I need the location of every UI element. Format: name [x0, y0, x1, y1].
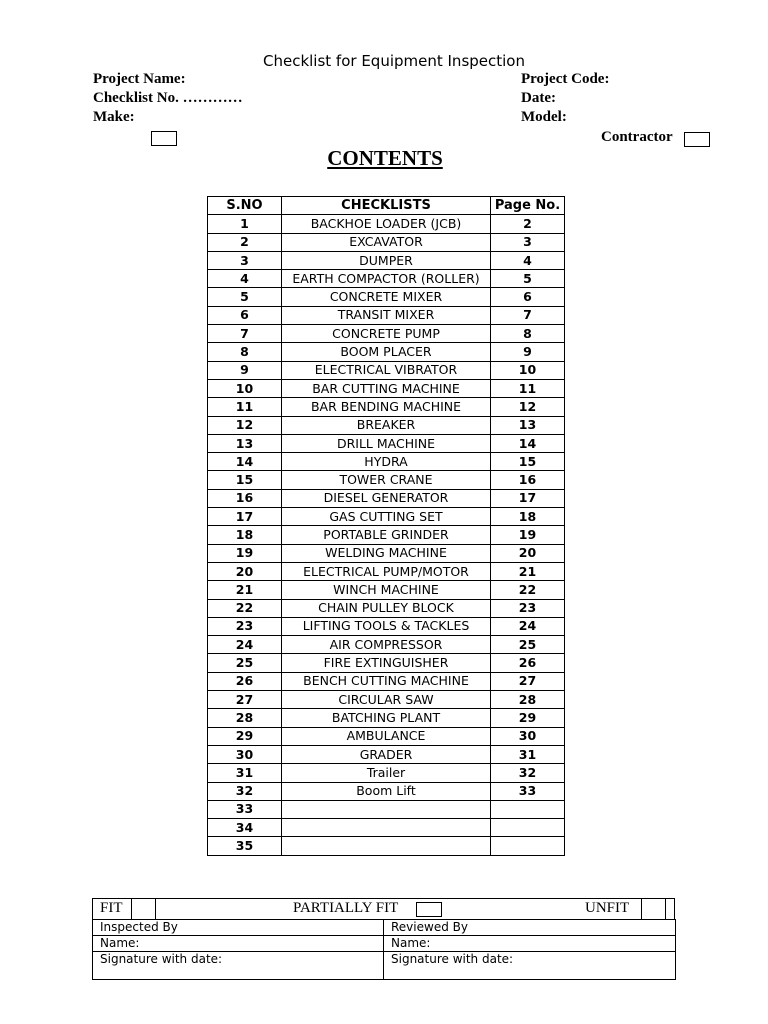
- row-sno: 11: [208, 398, 282, 416]
- row-page-no: 23: [491, 599, 565, 617]
- row-sno: 28: [208, 709, 282, 727]
- row-checklist-name: AIR COMPRESSOR: [282, 636, 491, 654]
- row-checklist-name: EARTH COMPACTOR (ROLLER): [282, 270, 491, 288]
- signoff-table: [92, 919, 676, 980]
- row-page-no: [491, 800, 565, 818]
- row-sno: 18: [208, 526, 282, 544]
- page-title: Checklist for Equipment Inspection: [262, 52, 525, 70]
- row-checklist-name: CONCRETE PUMP: [282, 325, 491, 343]
- reviewer-name-field[interactable]: Name:: [384, 936, 676, 952]
- row-page-no: 15: [491, 453, 565, 471]
- fit-status-row: [92, 898, 675, 920]
- row-sno: 17: [208, 508, 282, 526]
- table-row: [208, 800, 565, 818]
- row-checklist-name: BOOM PLACER: [282, 343, 491, 361]
- contractor-label: Contractor: [601, 129, 673, 145]
- table-row: [208, 617, 565, 635]
- row-checklist-name: [282, 837, 491, 855]
- row-page-no: 30: [491, 727, 565, 745]
- row-sno: 14: [208, 453, 282, 471]
- row-checklist-name: TOWER CRANE: [282, 471, 491, 489]
- row-checklist-name: WELDING MACHINE: [282, 544, 491, 562]
- reviewer-signature-field[interactable]: Signature with date:: [384, 952, 676, 980]
- table-row: [208, 654, 565, 672]
- row-checklist-name: FIRE EXTINGUISHER: [282, 654, 491, 672]
- model-label: Model:: [521, 109, 567, 125]
- table-row: [208, 325, 565, 343]
- unfit-label: UNFIT: [585, 900, 630, 916]
- row-page-no: 7: [491, 306, 565, 324]
- row-checklist-name: DRILL MACHINE: [282, 434, 491, 452]
- row-checklist-name: ELECTRICAL PUMP/MOTOR: [282, 562, 491, 580]
- table-row: [208, 672, 565, 690]
- table-row: [208, 636, 565, 654]
- row-page-no: 17: [491, 489, 565, 507]
- row-sno: 25: [208, 654, 282, 672]
- row-sno: 15: [208, 471, 282, 489]
- table-row: [208, 270, 565, 288]
- inspected-by-label: Inspected By: [93, 920, 384, 936]
- row-page-no: 16: [491, 471, 565, 489]
- table-row: [208, 215, 565, 233]
- table-row: [208, 379, 565, 397]
- row-page-no: 8: [491, 325, 565, 343]
- row-page-no: 14: [491, 434, 565, 452]
- contents-heading: CONTENTS: [327, 146, 443, 170]
- date-label: Date:: [521, 90, 556, 106]
- row-checklist-name: Boom Lift: [282, 782, 491, 800]
- row-sno: 12: [208, 416, 282, 434]
- row-checklist-name: AMBULANCE: [282, 727, 491, 745]
- row-page-no: 9: [491, 343, 565, 361]
- row-page-no: 11: [491, 379, 565, 397]
- row-checklist-name: [282, 819, 491, 837]
- row-page-no: 21: [491, 562, 565, 580]
- table-row: [208, 471, 565, 489]
- row-checklist-name: WINCH MACHINE: [282, 581, 491, 599]
- row-sno: 13: [208, 434, 282, 452]
- row-checklist-name: BAR BENDING MACHINE: [282, 398, 491, 416]
- row-sno: 29: [208, 727, 282, 745]
- row-page-no: 18: [491, 508, 565, 526]
- row-page-no: 5: [491, 270, 565, 288]
- row-checklist-name: CONCRETE MIXER: [282, 288, 491, 306]
- row-page-no: 25: [491, 636, 565, 654]
- col-header-sno: S.NO: [208, 197, 282, 215]
- row-checklist-name: GAS CUTTING SET: [282, 508, 491, 526]
- table-row: [208, 434, 565, 452]
- row-sno: 6: [208, 306, 282, 324]
- table-row: [208, 745, 565, 763]
- row-checklist-name: DIESEL GENERATOR: [282, 489, 491, 507]
- row-sno: 30: [208, 745, 282, 763]
- table-row: [208, 453, 565, 471]
- project-code-label: Project Code:: [521, 71, 610, 87]
- row-checklist-name: DUMPER: [282, 251, 491, 269]
- table-row: [208, 764, 565, 782]
- row-sno: 4: [208, 270, 282, 288]
- row-checklist-name: BATCHING PLANT: [282, 709, 491, 727]
- row-sno: 10: [208, 379, 282, 397]
- row-page-no: 28: [491, 691, 565, 709]
- row-sno: 1: [208, 215, 282, 233]
- partially-fit-label: PARTIALLY FIT: [293, 900, 399, 916]
- row-sno: 3: [208, 251, 282, 269]
- row-page-no: 24: [491, 617, 565, 635]
- row-checklist-name: BAR CUTTING MACHINE: [282, 379, 491, 397]
- unfit-checkbox[interactable]: [641, 899, 665, 919]
- inspector-signature-field[interactable]: Signature with date:: [93, 952, 384, 980]
- table-row: [208, 343, 565, 361]
- table-row: [208, 526, 565, 544]
- row-sno: 16: [208, 489, 282, 507]
- row-page-no: 26: [491, 654, 565, 672]
- checklist-no-label: Checklist No. …………: [93, 90, 243, 106]
- contractor-checkbox[interactable]: [684, 132, 710, 147]
- row-checklist-name: [282, 800, 491, 818]
- table-row: [208, 837, 565, 855]
- row-checklist-name: BENCH CUTTING MACHINE: [282, 672, 491, 690]
- reviewed-by-label: Reviewed By: [384, 920, 676, 936]
- row-page-no: 13: [491, 416, 565, 434]
- row-checklist-name: Trailer: [282, 764, 491, 782]
- row-sno: 34: [208, 819, 282, 837]
- row-checklist-name: TRANSIT MIXER: [282, 306, 491, 324]
- table-row: [208, 251, 565, 269]
- table-header-row: [208, 197, 565, 215]
- row-sno: 8: [208, 343, 282, 361]
- row-checklist-name: PORTABLE GRINDER: [282, 526, 491, 544]
- row-sno: 7: [208, 325, 282, 343]
- fit-checkbox[interactable]: [131, 899, 155, 919]
- table-row: [208, 544, 565, 562]
- partially-fit-checkbox[interactable]: [416, 902, 442, 917]
- row-page-no: 2: [491, 215, 565, 233]
- contents-table: [207, 196, 565, 856]
- row-sno: 31: [208, 764, 282, 782]
- row-page-no: [491, 837, 565, 855]
- row-page-no: 31: [491, 745, 565, 763]
- table-row: [208, 233, 565, 251]
- row-sno: 21: [208, 581, 282, 599]
- table-row: [208, 782, 565, 800]
- table-row: [208, 819, 565, 837]
- row-sno: 35: [208, 837, 282, 855]
- fit-label: FIT: [100, 900, 123, 916]
- make-label: Make:: [93, 109, 135, 125]
- table-row: [208, 489, 565, 507]
- row-page-no: 10: [491, 361, 565, 379]
- table-row: [208, 562, 565, 580]
- row-page-no: 6: [491, 288, 565, 306]
- row-checklist-name: EXCAVATOR: [282, 233, 491, 251]
- row-sno: 2: [208, 233, 282, 251]
- row-page-no: 33: [491, 782, 565, 800]
- row-checklist-name: ELECTRICAL VIBRATOR: [282, 361, 491, 379]
- row-sno: 24: [208, 636, 282, 654]
- row-page-no: 32: [491, 764, 565, 782]
- table-row: [208, 416, 565, 434]
- table-row: [208, 581, 565, 599]
- row-sno: 23: [208, 617, 282, 635]
- row-page-no: 27: [491, 672, 565, 690]
- row-checklist-name: LIFTING TOOLS & TACKLES: [282, 617, 491, 635]
- table-row: [208, 398, 565, 416]
- table-row: [208, 727, 565, 745]
- row-page-no: 19: [491, 526, 565, 544]
- row-checklist-name: CIRCULAR SAW: [282, 691, 491, 709]
- table-row: [208, 599, 565, 617]
- table-row: [208, 288, 565, 306]
- make-checkbox[interactable]: [151, 131, 177, 146]
- row-page-no: 29: [491, 709, 565, 727]
- row-page-no: 4: [491, 251, 565, 269]
- row-checklist-name: BACKHOE LOADER (JCB): [282, 215, 491, 233]
- row-page-no: 12: [491, 398, 565, 416]
- col-header-checklists: CHECKLISTS: [282, 197, 491, 215]
- table-row: [208, 306, 565, 324]
- col-header-page: Page No.: [491, 197, 565, 215]
- inspector-name-field[interactable]: Name:: [93, 936, 384, 952]
- table-row: [208, 361, 565, 379]
- table-row: [208, 508, 565, 526]
- row-page-no: [491, 819, 565, 837]
- row-sno: 33: [208, 800, 282, 818]
- row-sno: 9: [208, 361, 282, 379]
- row-checklist-name: HYDRA: [282, 453, 491, 471]
- row-sno: 27: [208, 691, 282, 709]
- row-sno: 20: [208, 562, 282, 580]
- project-name-label: Project Name:: [93, 71, 186, 87]
- row-sno: 22: [208, 599, 282, 617]
- row-checklist-name: BREAKER: [282, 416, 491, 434]
- row-checklist-name: CHAIN PULLEY BLOCK: [282, 599, 491, 617]
- table-row: [208, 709, 565, 727]
- row-page-no: 22: [491, 581, 565, 599]
- row-sno: 19: [208, 544, 282, 562]
- row-page-no: 20: [491, 544, 565, 562]
- row-sno: 26: [208, 672, 282, 690]
- row-sno: 5: [208, 288, 282, 306]
- row-page-no: 3: [491, 233, 565, 251]
- row-checklist-name: GRADER: [282, 745, 491, 763]
- table-row: [208, 691, 565, 709]
- row-sno: 32: [208, 782, 282, 800]
